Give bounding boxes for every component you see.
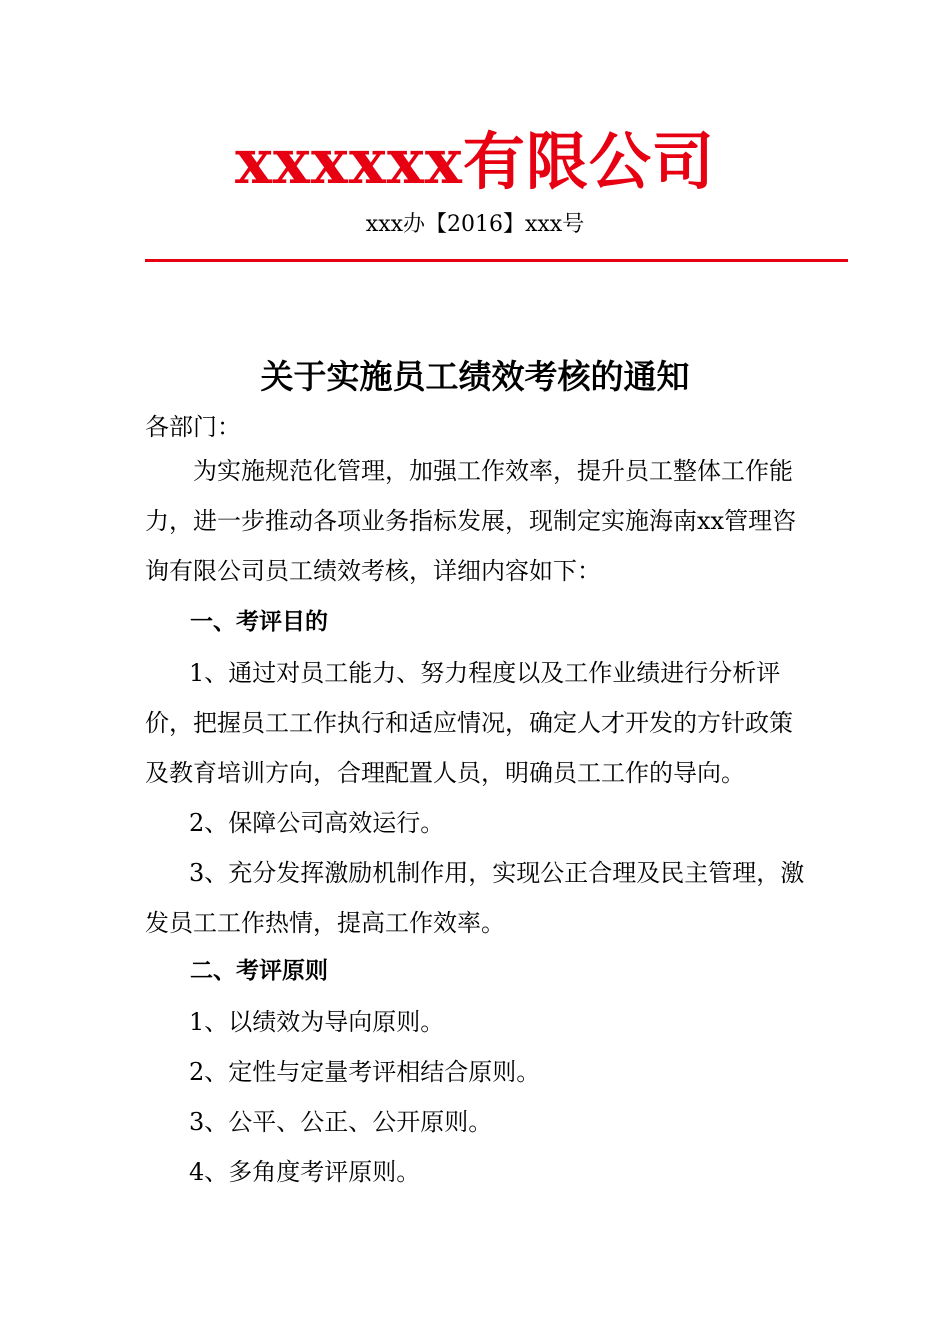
- company-name: xxxxxx有限公司: [235, 125, 715, 198]
- notice-title: 关于实施员工绩效考核的通知: [260, 357, 690, 396]
- section-heading-purpose: 一、考评目的: [190, 609, 328, 635]
- principle-item-1: 1、以绩效为导向原则。: [189, 1008, 445, 1036]
- principle-item-2: 2、定性与定量考评相结合原则。: [189, 1058, 541, 1086]
- principle-item-4: 4、多角度考评原则。: [189, 1158, 421, 1186]
- salutation: 各部门：: [145, 413, 241, 441]
- principle-item-3: 3、公平、公正、公开原则。: [189, 1108, 493, 1136]
- section-heading-principles: 二、考评原则: [190, 958, 328, 984]
- purpose-item-2: 2、保障公司高效运行。: [189, 809, 445, 837]
- intro-paragraph: 为实施规范化管理，加强工作效率，提升员工整体工作能力，进一步推动各项业务指标发展，现制定实施海南xx管理咨询有限公司员工绩效考核，详细内容如下：: [145, 457, 797, 585]
- header-divider: [145, 259, 848, 262]
- purpose-item-1: 1、通过对员工能力、努力程度以及工作业绩进行分析评价，把握员工工作执行和适应情况，确定人才开发的方针政策及教育培训方向，合理配置人员，明确员工工作的导向。: [145, 659, 793, 787]
- purpose-item-3: 3、充分发挥激励机制作用，实现公正合理及民主管理，激发员工工作热情，提高工作效率。: [145, 859, 805, 937]
- document-number: xxx办【2016】xxx号: [365, 212, 585, 237]
